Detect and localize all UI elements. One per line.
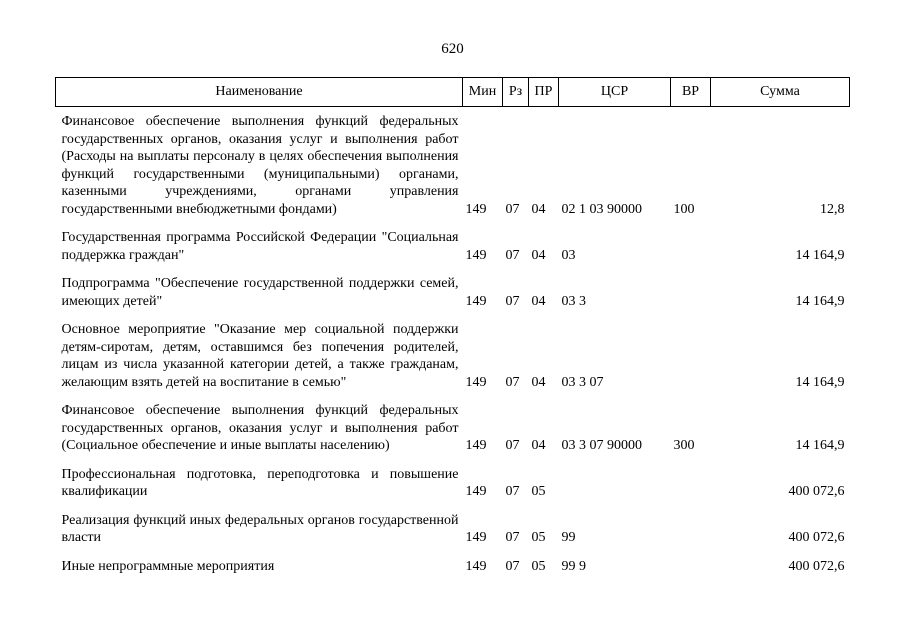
row-vr: 100 <box>673 201 695 217</box>
table-row <box>56 455 850 501</box>
row-csr: 02 1 03 90000 <box>561 201 642 217</box>
header-vr: ВР <box>671 78 711 107</box>
row-rz: 07 <box>505 293 520 309</box>
row-vr <box>671 547 711 576</box>
table-header-row <box>56 78 850 107</box>
header-min: Мин <box>463 78 503 107</box>
row-name: Государственная программа Российской Федерации "Социальная поддержка граждан" <box>61 230 459 263</box>
row-csr: 03 3 07 90000 <box>561 438 642 453</box>
row-csr: 03 3 <box>561 293 586 309</box>
row-pr: 04 <box>531 438 546 453</box>
row-vr <box>671 218 711 264</box>
row-min: 149 <box>465 438 487 453</box>
table-row <box>56 547 850 576</box>
table-row <box>56 310 850 391</box>
header-name: Наименование <box>56 78 463 107</box>
row-vr <box>671 310 711 391</box>
row-name: Финансовое обеспечение выполнения функций федеральных государственных органов, оказания услуг и выполнения работ (Расходы на выплаты персоналу в целях обеспечения выполнения функций государственными (муниципальными) органами, казенными учреждениями, органами управления государственными внебюджетными фондами) <box>61 114 459 217</box>
page-number: 620 <box>441 41 464 57</box>
row-pr: 05 <box>531 530 546 545</box>
row-pr: 04 <box>531 374 546 390</box>
row-min: 149 <box>465 293 487 309</box>
header-pr: ПР <box>529 78 559 107</box>
row-csr <box>559 455 671 501</box>
row-name: Основное мероприятие "Оказание мер социальной поддержки детям-сиротам, детям, оставшимся без попечения родителей, лицам из числа указанной категории детей, а также гражданам, желающим взять детей на воспитание в семью" <box>61 322 459 390</box>
row-pr: 05 <box>531 558 546 574</box>
row-rz: 07 <box>505 247 520 263</box>
row-rz: 07 <box>505 484 520 499</box>
row-csr: 03 <box>561 247 576 263</box>
row-name: Реализация функций иных федеральных органов государственной власти <box>61 512 459 545</box>
header-csr: ЦСР <box>559 78 671 107</box>
row-pr: 04 <box>531 201 546 217</box>
row-rz: 07 <box>505 201 520 217</box>
row-csr: 99 9 <box>561 558 586 574</box>
row-rz: 07 <box>505 530 520 545</box>
table-row <box>56 391 850 455</box>
row-sum: 400 072,6 <box>788 530 845 545</box>
row-pr: 04 <box>531 247 546 263</box>
row-name: Финансовое обеспечение выполнения функций федеральных государственных органов, оказания услуг и выполнения работ (Социальное обеспечение и иные выплаты населению) <box>61 403 459 453</box>
header-sum: Сумма <box>711 78 850 107</box>
row-sum: 14 164,9 <box>795 374 845 390</box>
row-vr: 300 <box>673 438 695 453</box>
row-sum: 12,8 <box>820 201 845 217</box>
row-csr: 99 <box>561 530 576 545</box>
budget-table <box>55 77 850 575</box>
table-row <box>56 264 850 310</box>
row-pr: 04 <box>531 293 546 309</box>
row-sum: 400 072,6 <box>788 558 845 574</box>
table-row <box>56 107 850 219</box>
row-name: Подпрограмма "Обеспечение государственной поддержки семей, имеющих детей" <box>61 276 459 309</box>
row-sum: 14 164,9 <box>795 293 845 309</box>
row-min: 149 <box>465 558 487 574</box>
row-min: 149 <box>465 247 487 263</box>
row-rz: 07 <box>505 374 520 390</box>
row-min: 149 <box>465 374 487 390</box>
row-pr: 05 <box>531 484 546 499</box>
row-sum: 14 164,9 <box>795 438 845 453</box>
row-csr: 03 3 07 <box>561 374 604 390</box>
table-row <box>56 501 850 547</box>
row-vr <box>671 455 711 501</box>
row-sum: 400 072,6 <box>788 484 845 499</box>
row-name: Профессиональная подготовка, переподготовка и повышение квалификации <box>61 466 459 499</box>
row-min: 149 <box>465 530 487 545</box>
row-min: 149 <box>465 201 487 217</box>
header-rz: Рз <box>503 78 529 107</box>
row-min: 149 <box>465 484 487 499</box>
row-sum: 14 164,9 <box>795 247 845 263</box>
row-rz: 07 <box>505 438 520 453</box>
row-name: Иные непрограммные мероприятия <box>61 558 275 574</box>
row-rz: 07 <box>505 558 520 574</box>
row-vr <box>671 501 711 547</box>
table-row <box>56 218 850 264</box>
row-vr <box>671 264 711 310</box>
